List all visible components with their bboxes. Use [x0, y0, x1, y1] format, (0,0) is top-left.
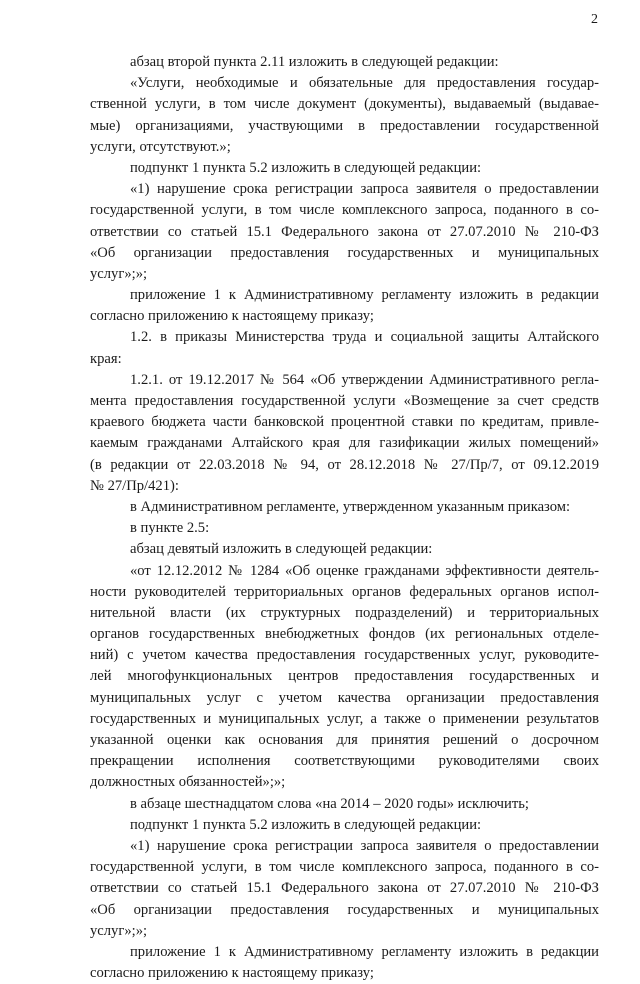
text-line: «Услуги, необходимые и обязательные для предоставления государ- [130, 75, 599, 92]
text-line: лей многофункциональных центров предоставления государственных и [90, 668, 599, 685]
text-line: 1.2. в приказы Министерства труда и социальной защиты Алтайского [130, 329, 599, 346]
text-line: 1.2.1. от 19.12.2017 № 564 «Об утверждении Административного регла- [130, 371, 599, 388]
text-line: в Административном регламенте, утвержденном указанным приказом: [130, 498, 571, 515]
text-line: государственной услуги, в том числе комплексного запроса, поданного в со- [90, 859, 599, 876]
text-line: абзац девятый изложить в следующей редакции: [130, 541, 433, 558]
text-line: нительной власти (их структурных подразделений) и территориальных [90, 604, 599, 621]
text-line: ответствии со статьей 15.1 Федерального закона от 27.07.2010 № 210-ФЗ [90, 880, 599, 897]
text-line: приложение 1 к Административному регламенту изложить в редакции [130, 287, 599, 304]
text-line: согласно приложению к настоящему приказу; [90, 965, 374, 982]
text-line: (в редакции от 22.03.2018 № 94, от 28.12.2018 № 27/Пр/7, от 09.12.2019 [90, 456, 599, 473]
text-line: краевого бюджета части банковской процентной ставки по кредитам, привле- [90, 414, 599, 431]
text-line: «Об организации предоставления государственных и муниципальных [90, 901, 599, 918]
text-line: в абзаце шестнадцатом слова «на 2014 – 2020 годы» исключить; [130, 795, 529, 812]
text-line: муниципальных услуг с учетом качества организации предоставления [90, 689, 599, 706]
text-line: «Об организации предоставления государственных и муниципальных [90, 244, 599, 261]
page-number: 2 [591, 12, 598, 27]
text-line: указанной оценки как основания для принятия решений о досрочном [90, 732, 599, 748]
text-line: «1) нарушение срока регистрации запроса заявителя о предоставлении [130, 837, 599, 854]
text-line: услуги, отсутствуют.»; [90, 138, 231, 155]
text-line: мента предоставления государственной услуги «Возмещение за счет средств [90, 393, 599, 409]
document-body [90, 52, 599, 984]
text-line: приложение 1 к Административному регламенту изложить в редакции [130, 943, 599, 960]
text-line: подпункт 1 пункта 5.2 изложить в следующей редакции: [130, 816, 482, 833]
text-line: ности руководителей территориальных органов федеральных органов испол- [90, 583, 599, 600]
text-line: мые) организациями, участвующими в предоставлении государственной [90, 117, 599, 134]
text-line: прекращении исполнения соответствующими руководителями своих [90, 753, 599, 770]
text-line: государственных и муниципальных услуг, а также о применении результатов [90, 710, 599, 727]
text-line: ний) с учетом качества предоставления государственных услуг, руководите- [90, 647, 599, 664]
text-line: должностных обязанностей»;»; [90, 774, 286, 791]
text-line: услуг»;»; [90, 265, 148, 282]
text-line: государственной услуги, в том числе комплексного запроса, поданного в со- [90, 202, 599, 219]
text-line: ственной услуги, в том числе документ (документы), выдаваемый (выдавае- [90, 96, 599, 113]
text-line: в пункте 2.5: [130, 520, 210, 537]
text-line: подпункт 1 пункта 5.2 изложить в следующей редакции: [130, 159, 482, 176]
text-line: услуг»;»; [90, 922, 148, 939]
text-line: «1) нарушение срока регистрации запроса заявителя о предоставлении [130, 181, 599, 198]
text-line: абзац второй пункта 2.11 изложить в следующей редакции: [130, 54, 499, 70]
text-line: «от 12.12.2012 № 1284 «Об оценке гражданами эффективности деятель- [130, 562, 599, 579]
text-line: ответствии со статьей 15.1 Федерального закона от 27.07.2010 № 210-ФЗ [90, 223, 599, 240]
text-line: каемым гражданами Алтайского края для газификации жилых помещений» [90, 435, 599, 452]
text-line: согласно приложению к настоящему приказу; [90, 308, 374, 325]
text-line: № 27/Пр/421): [90, 477, 179, 494]
text-line: края: [90, 350, 122, 367]
text-line: органов государственных внебюджетных фондов (их региональных отделе- [90, 626, 599, 643]
